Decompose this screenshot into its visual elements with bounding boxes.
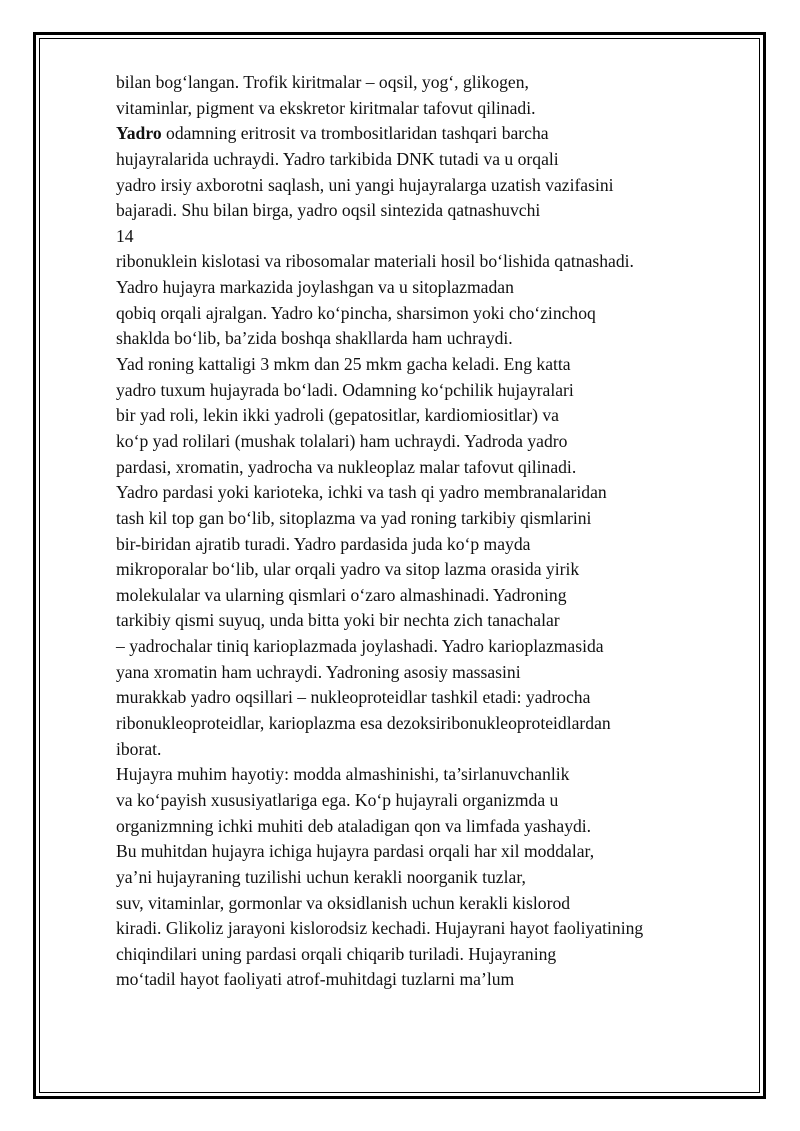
text-line: pardasi, xromatin, yadrocha va nukleoplaz malar tafovut qilinadi. [116,456,577,477]
text-line: Yadro hujayra markazida joylashgan va u sitoplazmadan [116,277,514,298]
text-line: murakkab yadro oqsillari – nukleoproteidlar tashkil etadi: yadrocha [116,687,591,708]
text-line: Yadro pardasi yoki karioteka, ichki va tash qi yadro membranalaridan [116,482,607,503]
text-line: iborat. [116,738,162,759]
text-line: chiqindilari uning pardasi orqali chiqarib turiladi. Hujayraning [116,943,557,964]
text-line: qobiq orqali ajralgan. Yadro ko‘pincha, sharsimon yoki cho‘zinchoq [116,302,596,323]
text-line: ribonukleoproteidlar, karioplazma esa dezoksiribonukleoproteidlardan [116,713,611,734]
text-line: yadro tuxum hujayrada bo‘ladi. Odamning ko‘pchilik hujayralari [116,379,574,400]
text-line: Hujayra muhim hayotiy: modda almashinishi, ta’sirlanuvchanlik [116,764,570,785]
text-line: tarkibiy qismi suyuq, unda bitta yoki bir nechta zich tanachalar [116,610,560,631]
page-number: 14 [116,225,134,246]
text-line: yadro irsiy axborotni saqlash, uni yangi hujayralarga uzatish vazifasini [116,174,614,195]
text-line: bilan bog‘langan. Trofik kiritmalar – oqsil, yog‘, glikogen, [116,72,529,92]
text-line: – yadrochalar tiniq karioplazmada joylashadi. Yadro karioplazmasida [116,636,604,657]
text-line: organizmning ichki muhiti deb ataladigan qon va limfada yashaydi. [116,815,592,836]
text-line: mo‘tadil hayot faoliyati atrof-muhitdagi tuzlarni ma’lum [116,969,515,990]
text-line: yana xromatin ham uchraydi. Yadroning asosiy massasini [116,661,521,682]
text-line: vitaminlar, pigment va ekskretor kiritmalar tafovut qilinadi. [116,97,536,118]
text-line: Yad roning kattaligi 3 mkm dan 25 mkm gacha keladi. Eng katta [116,354,571,375]
text-line: bajaradi. Shu bilan birga, yadro oqsil sintezida qatnashuvchi [116,200,541,221]
text-line: bir-biridan ajratib turadi. Yadro pardasida juda ko‘p mayda [116,533,531,554]
text-line: bir yad roli, lekin ikki yadroli (gepatositlar, kardiomiositlar) va [116,405,559,426]
text-line: va ko‘payish xususiyatlariga ega. Ko‘p hujayrali organizmda u [116,789,559,810]
text-line: molekulalar va ularning qismlari o‘zaro almashinadi. Yadroning [116,584,567,605]
text-line: suv, vitaminlar, gormonlar va oksidlanish uchun kerakli kislorod [116,892,571,913]
text-line: ko‘p yad rolilari (mushak tolalari) ham uchraydi. Yadroda yadro [116,430,568,451]
text-line [116,121,736,147]
text-line: hujayralarida uchraydi. Yadro tarkibida DNK tutadi va u orqali [116,148,559,169]
text-line-rest: odamning eritrosit va trombositlaridan tashqari barcha [161,123,549,144]
text-line: ribonuklein kislotasi va ribosomalar materiali hosil bo‘lishida qatnashadi. [116,251,634,272]
text-line: shaklda bo‘lib, ba’zida boshqa shakllarda ham uchraydi. [116,328,513,349]
text-line: tash kil top gan bo‘lib, sitoplazma va yad roning tarkibiy qismlarini [116,507,592,528]
text-line: Bu muhitdan hujayra ichiga hujayra pardasi orqali har xil moddalar, [116,841,595,862]
text-line: ya’ni hujayraning tuzilishi uchun kerakli noorganik tuzlar, [116,866,526,887]
document-body [116,70,736,993]
text-line: kiradi. Glikoliz jarayoni kislorodsiz kechadi. Hujayrani hayot faoliyatining [116,918,644,939]
term-heading: Yadro [116,123,162,144]
text-line: mikroporalar bo‘lib, ular orqali yadro va sitop lazma orasida yirik [116,559,580,580]
